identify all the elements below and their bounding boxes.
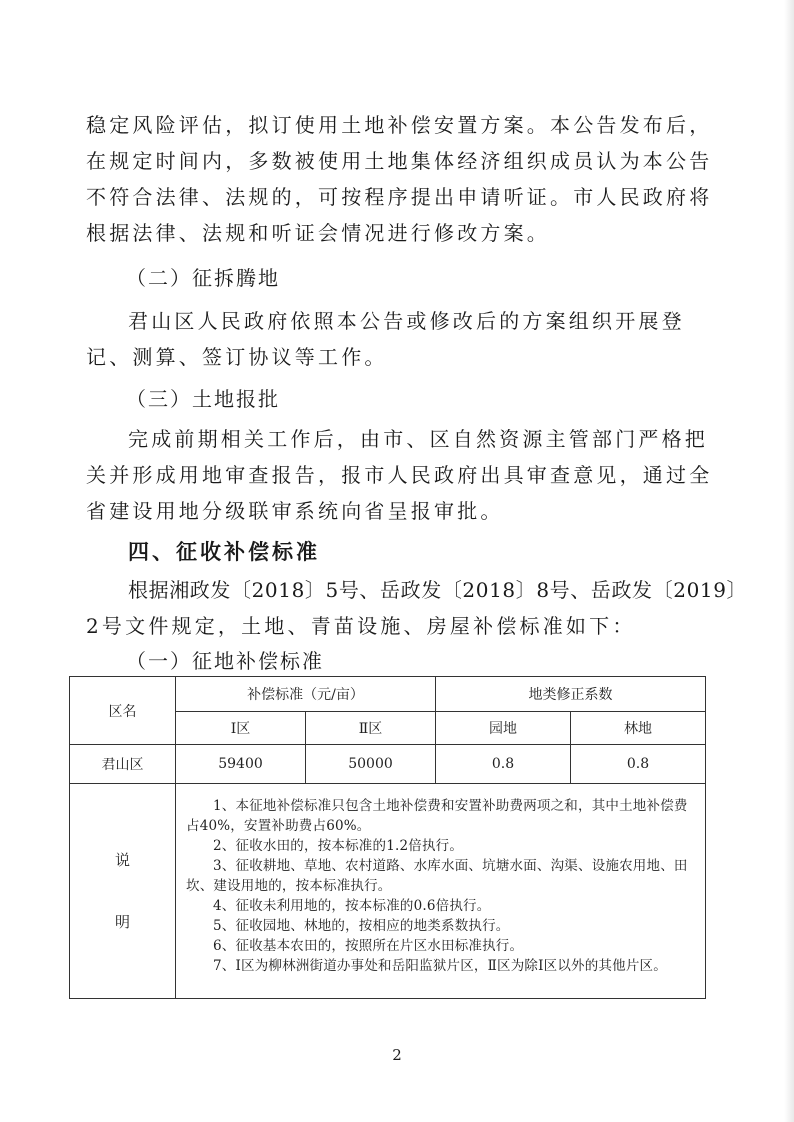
body-line: 省建设用地分级联审系统向省呈报审批。 — [86, 499, 504, 523]
header-garden: 园地 — [436, 712, 571, 745]
header-zone-1: Ⅰ区 — [176, 712, 306, 745]
body-line: 根据法律、法规和听证会情况进行修改方案。 — [86, 221, 550, 245]
header-forest: 林地 — [571, 712, 706, 745]
body-line: 根据湘政发〔2018〕5号、岳政发〔2018〕8号、岳政发〔2019〕 — [128, 578, 748, 602]
cell-garden-value: 0.8 — [436, 745, 571, 784]
body-line: 2号文件规定，土地、青苗设施、房屋补偿标准如下： — [86, 614, 636, 638]
header-land-coefficient: 地类修正系数 — [436, 677, 706, 712]
note-item: 6、征收基本农田的，按照所在片区水田标准执行。 — [213, 938, 524, 954]
header-area-name: 区名 — [70, 677, 176, 745]
note-label-cell — [70, 784, 176, 999]
body-line: 完成前期相关工作后，由市、区自然资源主管部门严格把 — [128, 427, 708, 451]
note-item: 4、征收未利用地的，按本标准的0.6倍执行。 — [213, 898, 491, 914]
cell-forest-value: 0.8 — [571, 745, 706, 784]
note-item: 1、本征地补偿标准只包含土地补偿费和安置补助费两项之和，其中土地补偿费占40%，安置补助费占60%。 — [186, 798, 688, 834]
note-label-top: 说 — [114, 851, 130, 869]
body-line: 在规定时间内，多数被使用土地集体经济组织成员认为本公告 — [86, 149, 713, 173]
scan-edge-shadow — [784, 0, 794, 1122]
compensation-standard-table — [69, 676, 706, 999]
header-zone-2: Ⅱ区 — [306, 712, 436, 745]
notes-cell — [176, 784, 706, 999]
cell-zone-2-value: 50000 — [306, 745, 436, 784]
body-line: 不符合法律、法规的，可按程序提出申请听证。市人民政府将 — [86, 185, 713, 209]
note-item: 5、征收园地、林地的，按相应的地类系数执行。 — [213, 918, 510, 934]
body-line: 关并形成用地审查报告，报市人民政府出具审查意见，通过全 — [86, 463, 713, 487]
body-line: 君山区人民政府依照本公告或修改后的方案组织开展登 — [128, 309, 685, 333]
note-item: 2、征收水田的，按本标准的1.2倍执行。 — [213, 838, 464, 854]
cell-area-name: 君山区 — [70, 745, 176, 784]
note-item: 3、征收耕地、草地、农村道路、水库水面、坑塘水面、沟渠、设施农用地、田坎、建设用地的，按本标准执行。 — [186, 858, 688, 894]
table-row — [70, 745, 706, 784]
note-label-bottom: 明 — [114, 913, 130, 931]
section-title-4: 四、征收补偿标准 — [128, 540, 320, 564]
note-item: 7、Ⅰ区为柳林洲街道办事处和岳阳监狱片区，Ⅱ区为除Ⅰ区以外的其他片区。 — [213, 958, 667, 974]
subsection-title-3: （三）土地报批 — [126, 387, 280, 411]
subsection-title-2: （二）征拆腾地 — [126, 266, 280, 290]
subsection-title-4-1: （一）征地补偿标准 — [126, 649, 324, 673]
header-compensation-standard: 补偿标准（元/亩） — [176, 677, 436, 712]
cell-zone-1-value: 59400 — [176, 745, 306, 784]
body-line: 稳定风险评估，拟订使用土地补偿安置方案。本公告发布后， — [86, 113, 713, 137]
page-number: 2 — [392, 1046, 402, 1064]
body-line: 记、测算、签订协议等工作。 — [86, 345, 388, 369]
